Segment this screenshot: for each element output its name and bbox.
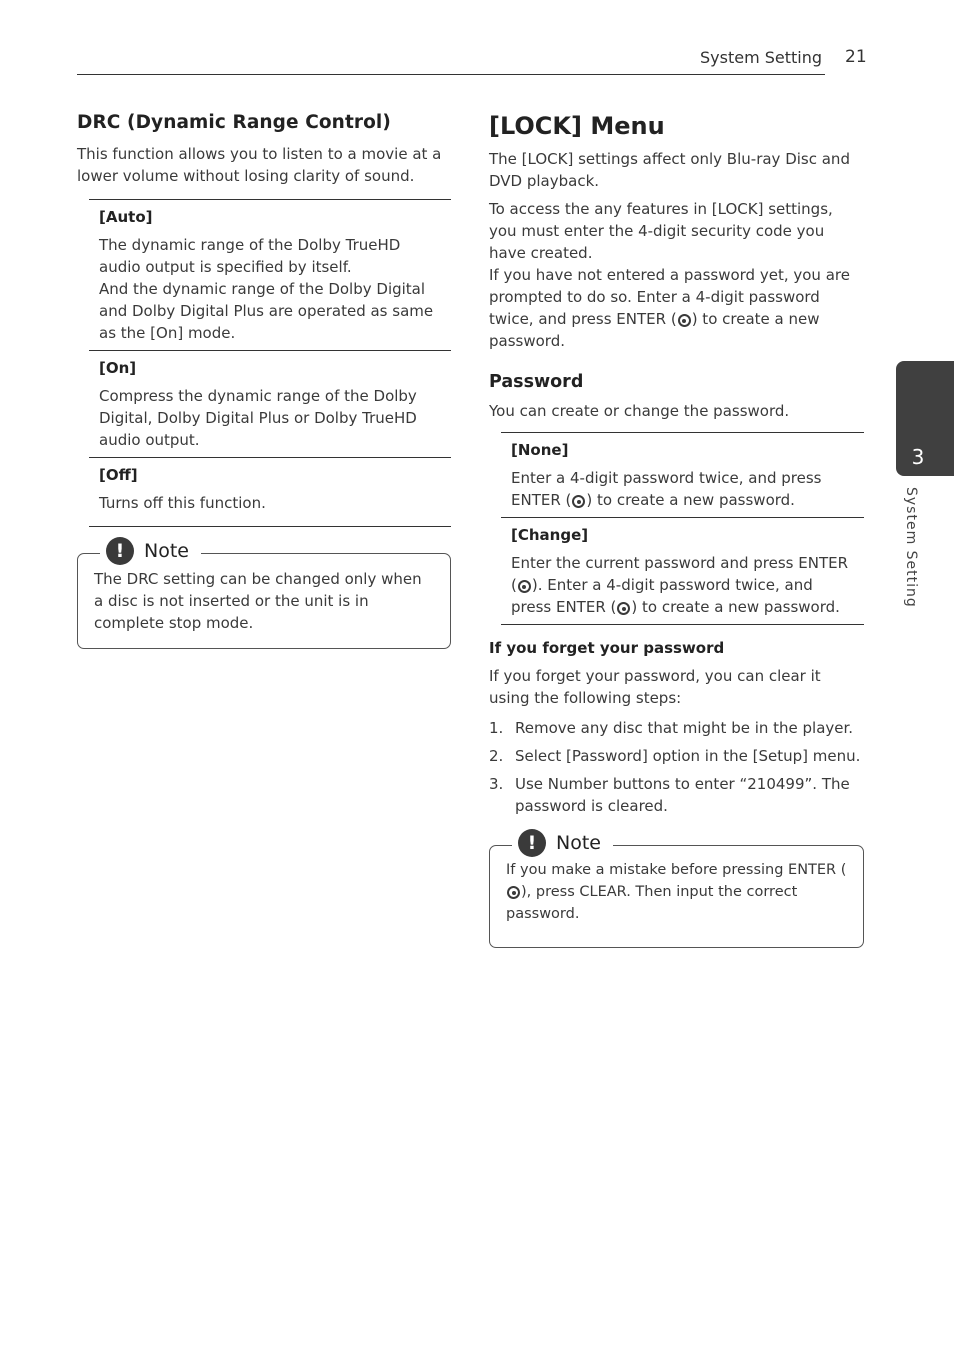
enter-button-icon: [572, 495, 585, 508]
list-item: [489, 717, 864, 739]
enter-button-icon: [518, 580, 531, 593]
lock-para-1: The [LOCK] settings affect only Blu-ray Disc and DVD playback.: [489, 150, 850, 190]
option-desc: Turns off this function.: [99, 494, 266, 512]
note-body-text: ), press CLEAR. Then input the correct password.: [506, 884, 798, 922]
option-desc: [511, 552, 854, 618]
note-header: [100, 537, 201, 565]
step-text: Remove any disc that might be in the player.: [515, 719, 854, 737]
option-desc-text: ). Enter a 4-digit password twice, and press ENTER (: [511, 576, 813, 616]
option-row-on: [89, 351, 451, 458]
option-desc: And the dynamic range of the Dolby Digital and Dolby Digital Plus are operated as same as the [On] mode.: [99, 280, 434, 342]
option-desc-text: Enter a 4-digit password twice, and press ENTER (: [511, 469, 822, 509]
option-key: [None]: [511, 441, 569, 459]
option-row-none: [501, 433, 864, 518]
exclamation-icon: !: [518, 829, 546, 857]
list-item: [489, 773, 864, 817]
enter-button-icon: [678, 314, 691, 327]
option-desc: [511, 467, 854, 511]
list-item: [489, 745, 864, 767]
drc-options-table: [89, 199, 451, 527]
option-row-change: [501, 518, 864, 625]
option-desc: Compress the dynamic range of the Dolby Digital, Dolby Digital Plus or Dolby TrueHD audio output.: [99, 387, 417, 449]
lock-menu-heading: [LOCK] Menu: [489, 112, 665, 140]
forget-password-steps: [489, 717, 864, 817]
step-text: Use Number buttons to enter “210499”. The password is cleared.: [515, 775, 850, 815]
note-header: [512, 829, 613, 857]
running-header-section: System Setting: [700, 48, 823, 67]
lock-para-3: [489, 264, 864, 352]
right-column: [489, 112, 864, 948]
lock-note-box: [489, 832, 864, 948]
chapter-number: 3: [911, 445, 925, 469]
forget-password-heading: If you forget your password: [489, 639, 725, 657]
step-number: 1.: [489, 719, 504, 737]
forget-password-intro: If you forget your password, you can clear it using the following steps:: [489, 667, 821, 707]
option-key: [Auto]: [99, 208, 153, 226]
password-intro: You can create or change the password.: [489, 402, 790, 420]
lock-para-3-text: If you have not entered a password yet, you are prompted to do so. Enter a 4-digit password twice, and press ENTER (: [489, 266, 850, 328]
option-desc-text: ) to create a new password.: [631, 598, 840, 616]
option-key: [On]: [99, 359, 137, 377]
note-body-text: If you make a mistake before pressing ENTER (: [506, 862, 847, 878]
drc-heading: DRC (Dynamic Range Control): [77, 112, 391, 133]
enter-button-icon: [507, 886, 520, 899]
note-body: [506, 859, 847, 925]
exclamation-icon: !: [106, 537, 134, 565]
note-title: Note: [144, 540, 189, 562]
step-number: 3.: [489, 775, 504, 793]
drc-note-box: [77, 540, 451, 649]
option-row-auto: [89, 200, 451, 351]
option-row-off: [89, 458, 451, 527]
chapter-label: System Setting: [903, 487, 919, 608]
option-desc-text: Enter the current password and press ENTER (: [511, 554, 849, 594]
lock-para-2: To access the any features in [LOCK] settings, you must enter the 4-digit security code you have created.: [489, 200, 833, 262]
note-title: Note: [556, 832, 601, 854]
enter-button-icon: [617, 602, 630, 615]
header-rule: [77, 74, 825, 75]
password-heading: Password: [489, 372, 584, 392]
page-number: 21: [845, 47, 867, 67]
lock-para-3-text: ) to create a new password.: [489, 310, 820, 350]
password-options-table: [501, 432, 864, 625]
option-desc: The dynamic range of the Dolby TrueHD audio output is specified by itself.: [99, 236, 401, 276]
option-desc-text: ) to create a new password.: [586, 491, 795, 509]
left-column: [77, 112, 451, 649]
drc-intro: This function allows you to listen to a movie at a lower volume without losing clarity of sound.: [77, 145, 442, 185]
note-body: The DRC setting can be changed only when a disc is not inserted or the unit is in complete stop mode.: [94, 570, 422, 632]
step-number: 2.: [489, 747, 504, 765]
step-text: Select [Password] option in the [Setup] menu.: [515, 747, 861, 765]
option-key: [Change]: [511, 526, 589, 544]
option-key: [Off]: [99, 466, 138, 484]
